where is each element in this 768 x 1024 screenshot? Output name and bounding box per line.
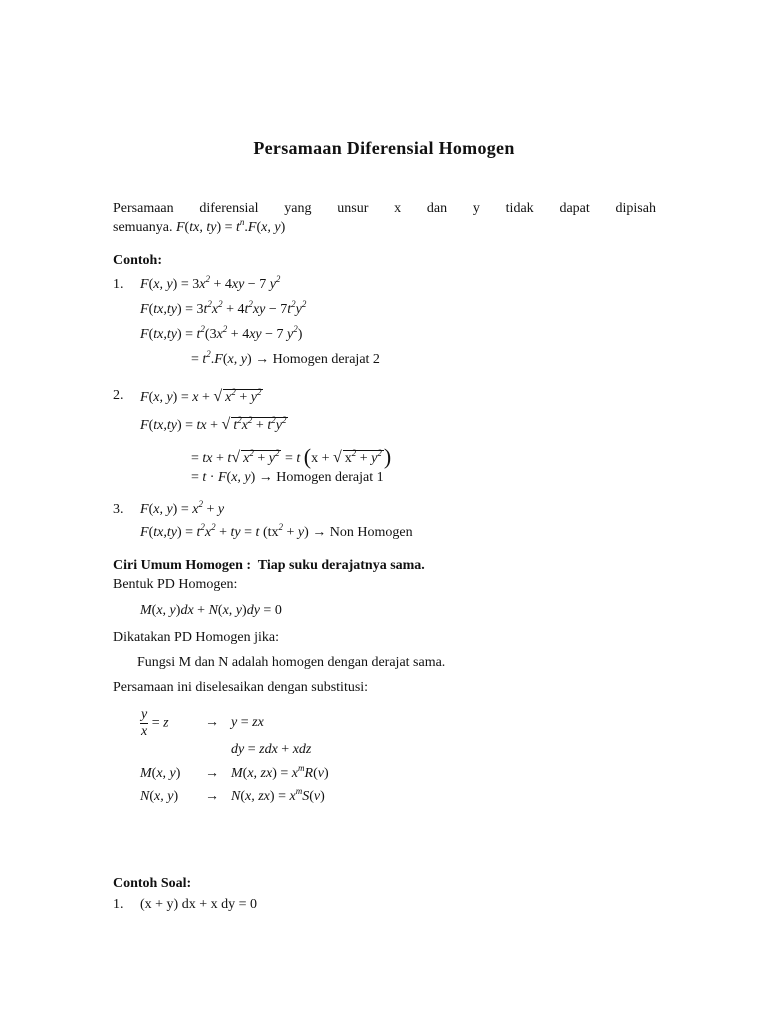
example-2-line-2: F(tx,ty) = tx + √ $t^2x^2 + t^2y^2$ — [140, 415, 287, 433]
example-2-line-3: = tx + t√ $x^2 + y^2 = t$ (x + √ $x^2 + y^2$) — [191, 444, 392, 469]
arrow-icon: → — [205, 789, 219, 804]
substitusi-left-3: M(x, y) — [140, 766, 181, 781]
intro-word: y — [472, 201, 480, 216]
ciri-label: Ciri Umum Homogen : — [113, 558, 252, 573]
substitusi-right-2: dy = zdx + xdz — [231, 742, 312, 757]
example-number: 3. — [113, 502, 124, 517]
intro-formula: F(tx, $ty) = t^n.F(x$, y) — [175, 217, 286, 235]
persamaan-ini-text: Persamaan ini diselesaikan dengan substitusi: — [113, 680, 369, 695]
example-1-line-3: $F(tx,ty) = t^2(3x^2 + 4xy - 7$ $y^2$) — [140, 324, 303, 342]
ciri-umum — [113, 558, 425, 574]
example-1-line-2: $F(tx,ty) = 3t^2x^2 + 4t^2xy - 7t^2y^2$ — [140, 299, 307, 317]
intro-line-2-text: semuanya. — [113, 220, 173, 235]
intro-word: dapat — [559, 201, 590, 216]
intro-word: dan — [426, 201, 448, 216]
soal-text: (x + y) dx + x dy = 0 — [140, 897, 258, 912]
example-2-line-4: = t · F(x, y) → Homogen derajat 1 — [191, 470, 384, 485]
fungsi-text: Fungsi M dan N adalah homogen dengan derajat sama. — [137, 655, 446, 670]
intro-line-2 — [113, 217, 286, 236]
bentuk-label: Bentuk PD Homogen: — [113, 577, 238, 592]
substitusi-right-4: N(x, $zx) = x^mS(v)$ — [231, 786, 325, 804]
intro-word: yang — [284, 201, 312, 216]
substitusi-right-1: y = zx — [231, 715, 264, 730]
example-number: 2. — [113, 388, 124, 403]
substitusi-left-4: N(x, y) — [140, 789, 179, 804]
intro-line-1 — [113, 201, 656, 217]
intro-word: dipisah — [615, 201, 656, 216]
example-1-line-1: F(x, $y) = 3x^2 + 4xy - 7$ $y^2$ — [140, 274, 281, 292]
page-title: Persamaan Diferensial Homogen — [253, 138, 515, 158]
substitusi-right-3: M(x, $zx) = x^mR(v)$ — [231, 763, 329, 781]
ciri-text: Tiap suku derajatnya sama. — [257, 558, 425, 573]
example-2-line-1: F(x, y) = x + √ $x^2 + y^2$ — [140, 387, 262, 405]
dikatakan-text: Dikatakan PD Homogen jika: — [113, 630, 280, 645]
example-number: 1. — [113, 277, 124, 292]
arrow-icon: → — [205, 715, 219, 730]
contoh-label: Contoh: — [113, 253, 163, 268]
intro-word: diferensial — [199, 201, 259, 216]
example-3-line-1: F(x, $y) = x^2 + y$ — [140, 499, 225, 517]
intro-word: tidak — [505, 201, 534, 216]
bentuk-formula: M(x, y)dx + N(x, y)dy = 0 — [140, 603, 282, 618]
intro-word: Persamaan — [113, 201, 174, 216]
soal-number: 1. — [113, 897, 124, 912]
intro-word: unsur — [337, 201, 369, 216]
example-1-line-4: = $t^2.F(x$, y) → Homogen derajat 2 — [191, 349, 380, 367]
contoh-soal-label: Contoh Soal: — [113, 876, 192, 891]
substitusi-fraction: $\frac{y}{x}$ = z — [141, 707, 169, 739]
intro-word: x — [394, 201, 402, 216]
arrow-icon: → — [205, 766, 219, 781]
example-3-line-2: $F(tx,ty) = t^2x^2$ + ty = t $(tx^2 + y)$ → Non Homogen — [140, 522, 413, 540]
